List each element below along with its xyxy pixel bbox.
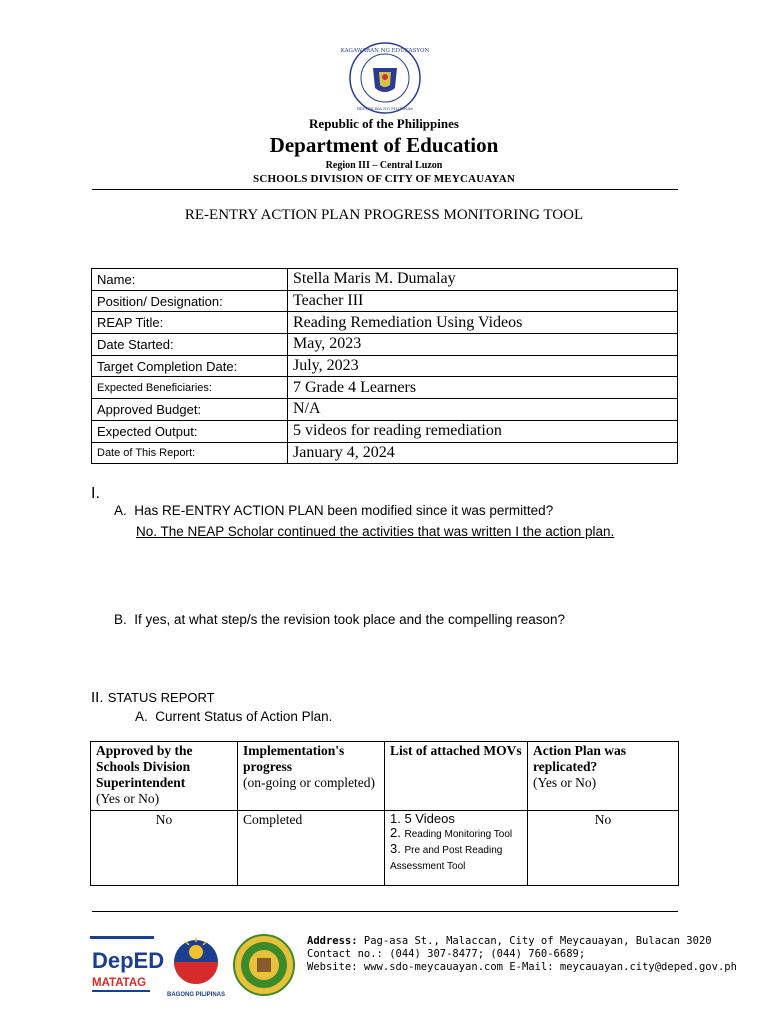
info-value: Teacher III — [288, 290, 678, 312]
matatag-text: MATATAG — [92, 977, 147, 989]
question-a-marker: A. — [114, 503, 127, 518]
section-2-title: STATUS REPORT — [107, 690, 215, 705]
status-header-cell — [385, 742, 528, 811]
status-header-cell — [238, 742, 385, 811]
info-label: Approved Budget: — [92, 399, 288, 421]
website-line: Website: www.sdo-meycauayan.com E-Mail: meycauayan.city@deped.gov.ph — [307, 961, 737, 973]
region-line: Region III – Central Luzon — [325, 160, 443, 171]
info-value: 7 Grade 4 Learners — [288, 377, 678, 399]
table-row — [92, 355, 678, 377]
header-bold: Approved by the Schools Division Superintendent — [96, 743, 193, 790]
republic-line: Republic of the Philippines — [309, 116, 459, 131]
footer-contact-block — [307, 935, 737, 974]
info-label: Expected Output: — [92, 420, 288, 442]
info-table — [91, 268, 678, 464]
info-label: Target Completion Date: — [92, 355, 288, 377]
info-value: 5 videos for reading remediation — [288, 420, 678, 442]
deped-logo-text: DepED — [92, 948, 165, 973]
info-label: Date Started: — [92, 334, 288, 356]
table-row — [92, 420, 678, 442]
email-link[interactable]: meycauayan.city@deped.gov.ph — [559, 961, 737, 973]
section-1-numeral: I. — [91, 485, 100, 502]
deped-matatag-logo — [90, 936, 165, 998]
info-label: Expected Beneficiaries: — [92, 377, 288, 399]
department-title: Department of Education — [269, 133, 499, 157]
table-row — [92, 269, 678, 291]
table-row — [91, 811, 679, 886]
info-label: Date of This Report: — [92, 442, 288, 464]
header-note: (Yes or No) — [533, 775, 597, 790]
table-row — [92, 312, 678, 334]
question-a — [114, 503, 553, 518]
contact-line: Contact no.: (044) 307-8477; (044) 760-6689; — [307, 948, 586, 960]
bagong-pilipinas-logo — [164, 934, 228, 1000]
info-value: May, 2023 — [288, 334, 678, 356]
status-header-row — [91, 742, 679, 811]
header-divider — [92, 189, 678, 190]
document-title: RE-ENTRY ACTION PLAN PROGRESS MONITORING TOOL — [184, 207, 584, 223]
header-bold: Action Plan was replicated? — [533, 743, 627, 774]
header-bold: Implementation's progress — [243, 743, 345, 774]
list-item: 1. 5 Videos — [390, 811, 455, 826]
section-2-sub-text: Current Status of Action Plan. — [155, 709, 333, 724]
table-row — [92, 334, 678, 356]
status-table — [90, 741, 679, 886]
question-b-text: If yes, at what step/s the revision took place and the compelling reason? — [134, 612, 566, 627]
question-a-text: Has RE-ENTRY ACTION PLAN been modified since it was permitted? — [134, 503, 554, 518]
section-2-sub-marker: A. — [135, 709, 148, 724]
table-row — [92, 290, 678, 312]
info-label: Position/ Designation: — [92, 290, 288, 312]
info-value: July, 2023 — [288, 355, 678, 377]
info-value: Stella Maris M. Dumalay — [288, 269, 678, 291]
status-header-cell — [91, 742, 238, 811]
section-2-numeral: II. — [91, 689, 104, 706]
table-row — [92, 442, 678, 464]
info-value: Reading Remediation Using Videos — [288, 312, 678, 334]
address-line: Address: Pag-asa St., Malaccan, City of Meycauayan, Bulacan 3020 — [307, 935, 712, 947]
section-2-heading — [91, 689, 215, 706]
question-b-marker: B. — [114, 612, 127, 627]
info-label: Name: — [92, 269, 288, 291]
status-header-cell — [528, 742, 679, 811]
progress-value: Completed — [238, 811, 385, 886]
info-value: N/A — [288, 399, 678, 421]
header-note: (on-going or completed) — [243, 775, 375, 790]
division-badge-logo — [233, 934, 295, 996]
mov-list — [385, 811, 528, 886]
question-b — [114, 612, 565, 627]
header-note: (Yes or No) — [96, 791, 160, 806]
info-label: REAP Title: — [92, 312, 288, 334]
footer-divider — [92, 911, 678, 912]
section-2-subheading — [135, 709, 332, 724]
header-bold: List of attached MOVs — [390, 743, 522, 758]
table-row — [92, 399, 678, 421]
replicated-value: No — [528, 811, 679, 886]
bagong-text: BAGONG PILIPINAS — [166, 992, 226, 998]
website-link[interactable]: www.sdo-meycauayan.com — [363, 961, 503, 973]
approved-value: No — [91, 811, 238, 886]
list-item: 3. Pre and Post Reading Assessment Tool — [390, 841, 503, 872]
answer-a: No. The NEAP Scholar continued the activities that was written I the action plan. — [136, 524, 615, 539]
deped-seal-logo — [340, 42, 430, 114]
list-item: 2. Reading Monitoring Tool — [390, 825, 513, 840]
info-value: January 4, 2024 — [288, 442, 678, 464]
table-row — [92, 377, 678, 399]
seal-text-bottom: REPUBLIKA NG PILIPINAS — [357, 106, 413, 111]
division-line: SCHOOLS DIVISION OF CITY OF MEYCAUAYAN — [253, 173, 515, 185]
seal-text-top: KAGAWARAN NG EDUKASYON — [340, 48, 430, 54]
